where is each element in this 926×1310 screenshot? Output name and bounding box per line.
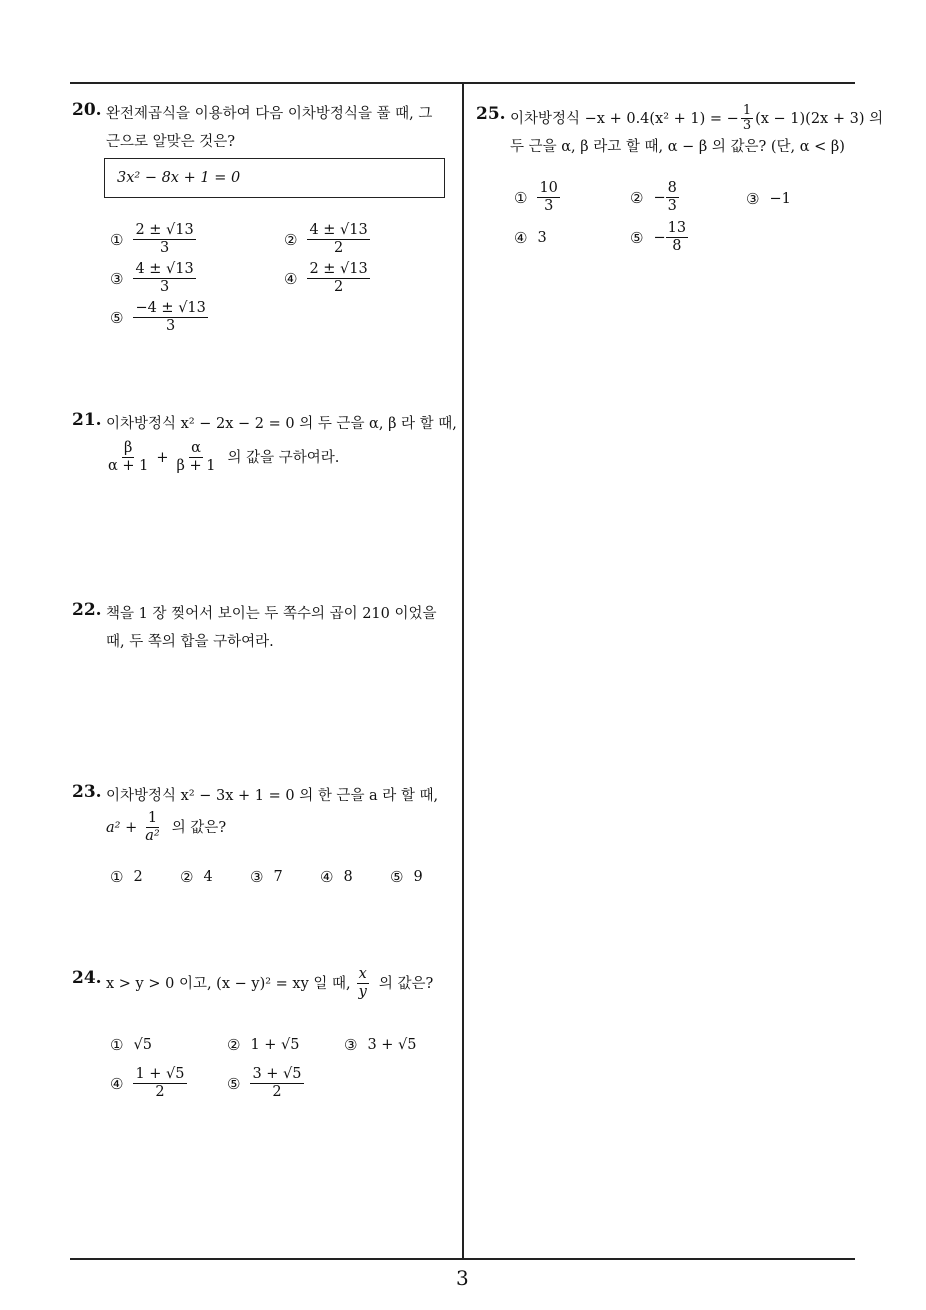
option-3[interactable]: ③ 3 + √5 bbox=[344, 1036, 417, 1054]
fraction-alpha: $\frac{\alpha}{\beta + 1}$ bbox=[176, 440, 216, 474]
equation-box: 3x² − 8x + 1 = 0 bbox=[104, 158, 445, 198]
question-number: 24. bbox=[72, 968, 102, 988]
option-5[interactable]: ⑤ $\frac{-4 \pm √13}{3}$ bbox=[110, 300, 206, 334]
fraction: $\frac{2 \pm √13}{2}$ bbox=[309, 261, 368, 295]
option-1[interactable]: ① √5 bbox=[110, 1036, 152, 1054]
fraction: $\frac{13}{8}$ bbox=[667, 220, 687, 254]
option-3[interactable]: ③ $\frac{4 \pm √13}{3}$ bbox=[110, 261, 194, 295]
question-text: 이차방정식 −x + 0.4(x² + 1) = − $\frac{1}{3}$ (x − 1)(2x + 3) 의 두 근을 α, β 라고 할 때, α − β 의 값은? (단, α < β) bbox=[510, 103, 884, 155]
question-number: 25. bbox=[476, 104, 506, 124]
question-text: 이차방정식 x² − 2x − 2 = 0 의 두 근을 α, β 라 할 때, $\frac{\beta}{\alpha + 1}$ + $\frac{\alpha}{\beta + 1}$ 의 값을 구하여라. bbox=[106, 416, 457, 474]
option-2[interactable]: ② $\frac{4 \pm √13}{2}$ bbox=[284, 222, 368, 256]
question-text: 이차방정식 x² − 3x + 1 = 0 의 한 근을 a 라 할 때, a² + $\frac{1}{\text{a²}}$ 의 값은? bbox=[106, 788, 439, 844]
question-number: 21. bbox=[72, 410, 102, 430]
fraction-beta: $\frac{\beta}{\alpha + 1}$ bbox=[108, 440, 149, 474]
fraction: $\frac{4 \pm √13}{3}$ bbox=[135, 261, 194, 295]
option-2[interactable]: ② 1 + √5 bbox=[227, 1036, 300, 1054]
fraction: $\frac{10}{3}$ bbox=[539, 180, 558, 214]
fraction: $\frac{3 + √5}{2}$ bbox=[252, 1066, 302, 1100]
option-3[interactable]: ③ −1 bbox=[746, 190, 791, 208]
option-2[interactable]: ② 4 bbox=[180, 868, 213, 886]
option-2[interactable]: ② − $\frac{8}{3}$ bbox=[630, 180, 677, 214]
column-divider bbox=[462, 82, 464, 1259]
fraction: $\frac{1}{\text{a²}}$ bbox=[145, 810, 160, 844]
question-text: 책을 1 장 찢어서 보이는 두 쪽수의 곱이 210 이었을 때, 두 쪽의 합을 구하여라. bbox=[106, 606, 437, 650]
question-number: 22. bbox=[72, 600, 102, 620]
fraction: $\frac{8}{3}$ bbox=[667, 180, 677, 214]
question-text: x > y > 0 이고, (x − y)² = xy 일 때, $\frac{x}{y}$ 의 값은? bbox=[106, 966, 434, 1000]
question-text: 완전제곱식을 이용하여 다음 이차방정식을 풀 때, 그 근으로 알맞은 것은? bbox=[106, 106, 433, 150]
page-number: 3 bbox=[456, 1266, 469, 1290]
fraction: $\frac{-4 \pm √13}{3}$ bbox=[135, 300, 206, 334]
option-5[interactable]: ⑤ $\frac{3 + √5}{2}$ bbox=[227, 1066, 302, 1100]
option-5[interactable]: ⑤ − $\frac{13}{8}$ bbox=[630, 220, 687, 254]
option-4[interactable]: ④ $\frac{1 + √5}{2}$ bbox=[110, 1066, 185, 1100]
option-1[interactable]: ① $\frac{10}{3}$ bbox=[514, 180, 558, 214]
bottom-rule bbox=[70, 1258, 855, 1260]
question-number: 20. bbox=[72, 100, 102, 120]
fraction: $\frac{x}{y}$ bbox=[358, 966, 367, 1000]
fraction: $\frac{4 \pm √13}{2}$ bbox=[309, 222, 368, 256]
option-3[interactable]: ③ 7 bbox=[250, 868, 283, 886]
fraction: $\frac{1 + √5}{2}$ bbox=[135, 1066, 185, 1100]
option-4[interactable]: ④ $\frac{2 \pm √13}{2}$ bbox=[284, 261, 368, 295]
option-4[interactable]: ④ 3 bbox=[514, 229, 547, 247]
option-1[interactable]: ① 2 bbox=[110, 868, 143, 886]
option-1[interactable]: ① $\frac{2 \pm √13}{3}$ bbox=[110, 222, 194, 256]
option-4[interactable]: ④ 8 bbox=[320, 868, 353, 886]
fraction: $\frac{2 \pm √13}{3}$ bbox=[135, 222, 194, 256]
question-number: 23. bbox=[72, 782, 102, 802]
fraction: $\frac{1}{3}$ bbox=[742, 103, 752, 133]
option-5[interactable]: ⑤ 9 bbox=[390, 868, 423, 886]
